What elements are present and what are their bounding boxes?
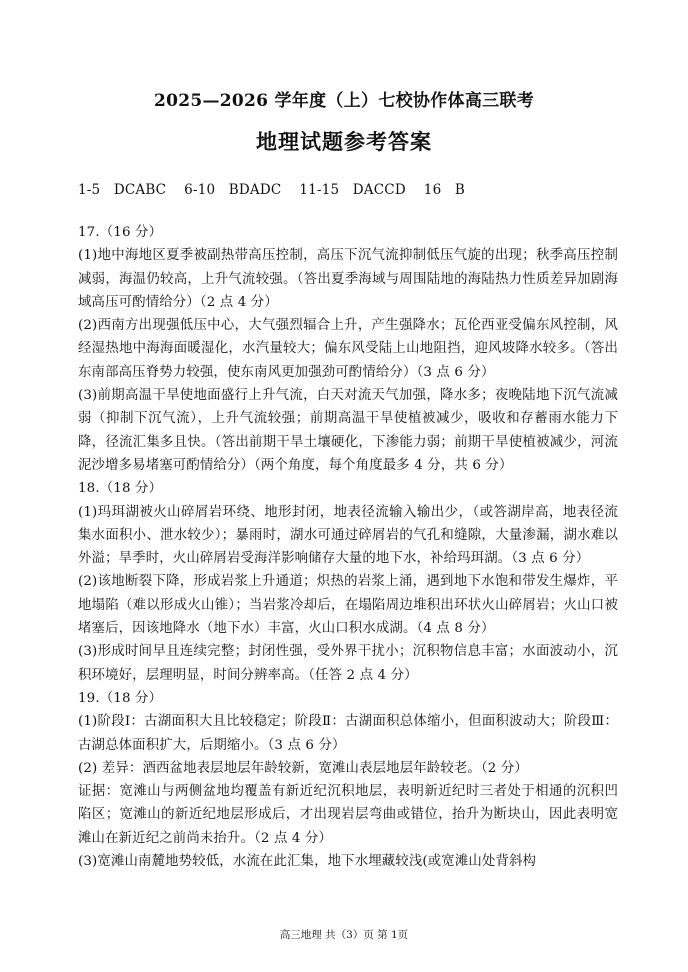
q17-part2: (2)西南方出现强低压中心，大气强烈辐合上升，产生强降水；瓦伦西亚受偏东风控制，风经湿热地中海海面暖湿化，水汽量较大；偏东风受陆上山地阻挡，迎风坡降水较多。（答出东南部高压脊势力较强，使东南风更加强劲可酌情给分）（3 点 6 分） [78,318,618,380]
q17-part3: (3)前期高温干旱使地面盛行上升气流，白天对流天气加强，降水多；夜晚陆地下沉气流减弱（抑制下沉气流），上升气流较强；前期高温干旱使植被减少，吸收和存蓄雨水能力下降，径流汇集多且快。（答出前期干旱土壤硬化，下渗能力弱；前期干旱使植被减少，河流泥沙增多易堵塞可酌情给分）（两个角度，每个角度最多 4 分，共 6 分） [78,388,618,473]
exam-title: 2025—2026 学年度（上）七校协作体高三联考 [153,91,535,111]
q19-part2: (2) 差异：酒西盆地表层地层年龄较新，宽滩山表层地层年龄较老。（2 分） [78,760,528,776]
q18-heading: 18.（18 分） [78,481,163,497]
choice-answers: 1-5 DCABC 6-10 BDADC 11-15 DACCD 16 B [78,182,465,198]
answer-body [78,221,618,873]
q18-part2: (2)该地断裂下降，形成岩浆上升通道；炽热的岩浆上涌，遇到地下水饱和带发生爆炸，平地塌陷（难以形成火山锥）；当岩浆冷却后，在塌陷周边堆积出环状火山碎屑岩；火山口被堵塞后，因该地降水（地下水）丰富，火山口积水成湖。（4 点 8 分） [78,574,618,637]
page-footer: 高三地理 共（3）页 第 1页 [279,929,409,941]
q19-heading: 19.（18 分） [78,690,163,706]
q18-part1: (1)玛珥湖被火山碎屑岩环绕、地形封闭，地表径流输入输出少，（或答湖岸高，地表径流集水面积小、泄水较少）；暴雨时，湖水可通过碎屑岩的气孔和缝隙，大量渗漏，湖水难以外溢；旱季时，火山碎屑岩受海洋影响储存大量的地下水，补给玛珥湖。（3 点 6 分） [78,504,618,567]
q19-part1: (1)阶段Ⅰ：古湖面积大且比较稳定；阶段Ⅱ：古湖面积总体缩小，但面积波动大；阶段Ⅲ：古湖总体面积扩大，后期缩小。（3 点 6 分） [78,714,618,753]
q19-evidence: 证据：宽滩山与两侧盆地均覆盖有新近纪沉积地层，表明新近纪时三者处于相通的沉积凹陷区；宽滩山的新近纪地层形成后，才出现岩层弯曲或错位，抬升为断块山，因此表明宽滩山在新近纪之前尚未抬升。（2 点 4 分） [78,784,618,846]
document-title: 地理试题参考答案 [256,129,432,154]
q18-part3: (3)形成时间早且连续完整；封闭性强，受外界干扰小；沉积物信息丰富；水面波动小，沉积环境好，层理明显，时间分辨率高。（任答 2 点 4 分） [78,644,618,683]
q17-part1: (1)地中海地区夏季被副热带高压控制，高压下沉气流抑制低压气旋的出现；秋季高压控制减弱，海温仍较高，上升气流较强。（答出夏季海域与周围陆地的海陆热力性质差异加剧海域高压可酌情给分）（2 点 4 分） [78,248,618,310]
q19-part3: (3)宽滩山南麓地势较低，水流在此汇集，地下水埋藏较浅(或宽滩山处背斜构 [78,854,537,870]
q17-heading: 17.（16 分） [78,225,163,240]
